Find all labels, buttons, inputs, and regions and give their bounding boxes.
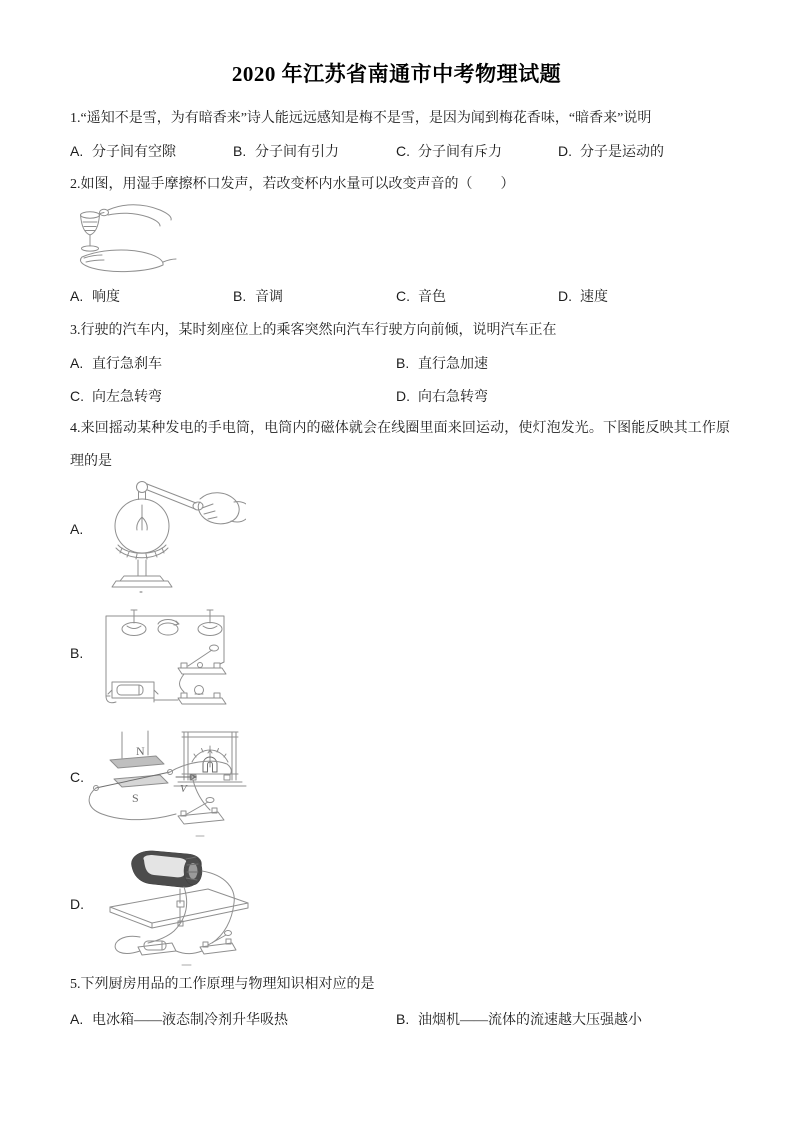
option-text: 油烟机——流体的流速越大压强越小 bbox=[418, 1013, 642, 1028]
option-label: A. bbox=[70, 288, 84, 304]
option-text: 向左急转弯 bbox=[92, 390, 162, 405]
option-text: 向右急转弯 bbox=[418, 390, 488, 405]
question-2-text: 2.如图，用湿手摩擦杯口发声，若改变杯内水量可以改变声音的（ ） bbox=[70, 177, 515, 192]
option-q3-d bbox=[396, 380, 488, 414]
velocity-label: V bbox=[180, 783, 187, 795]
option-text: 电冰箱——液态制冷剂升华吸热 bbox=[92, 1013, 288, 1028]
option-q2-c bbox=[396, 280, 446, 314]
option-label: D. bbox=[558, 143, 572, 159]
option-q3-a bbox=[70, 347, 162, 381]
glass-rubbing-figure-icon bbox=[68, 200, 178, 280]
option-q1-d bbox=[558, 135, 664, 169]
option-label: B. bbox=[233, 288, 247, 304]
induction-experiment-figure-icon bbox=[80, 722, 276, 844]
option-text: 速度 bbox=[580, 290, 608, 305]
figure-d-label: D. bbox=[70, 896, 84, 912]
option-text: 音色 bbox=[418, 290, 446, 305]
option-q2-a bbox=[70, 280, 120, 314]
figure-a-label: A. bbox=[70, 521, 84, 537]
option-q1-c bbox=[396, 135, 502, 169]
option-label: B. bbox=[396, 355, 410, 371]
option-q5-a bbox=[70, 1003, 288, 1037]
option-text: 分子间有空隙 bbox=[92, 145, 176, 160]
option-label: D. bbox=[396, 388, 410, 404]
option-label: C. bbox=[396, 288, 410, 304]
question-3-text: 3.行驶的汽车内，某时刻座位上的乘客突然向汽车行驶方向前倾，说明汽车正在 bbox=[70, 323, 557, 338]
electromagnet-figure-icon bbox=[96, 845, 276, 969]
figure-b-label: B. bbox=[70, 645, 84, 661]
option-text: 响度 bbox=[92, 290, 120, 305]
option-label: A. bbox=[70, 355, 84, 371]
option-label: D. bbox=[558, 288, 572, 304]
magnet-south-label: S bbox=[132, 791, 139, 805]
option-label: C. bbox=[396, 143, 410, 159]
option-q3-b bbox=[396, 347, 488, 381]
question-4-text: 4.来回摇动某种发电的手电筒，电筒内的磁体就会在线圈里面来回运动，使灯泡发光。下图能反映其工作原理的是 bbox=[70, 421, 730, 469]
option-text: 分子间有斥力 bbox=[418, 145, 502, 160]
option-label: C. bbox=[70, 388, 84, 404]
circuit-bulbs-figure-icon bbox=[96, 606, 236, 718]
magnet-north-label: N bbox=[136, 744, 145, 758]
option-text: 直行急加速 bbox=[418, 357, 488, 372]
option-q2-b bbox=[233, 280, 283, 314]
option-label: B. bbox=[233, 143, 247, 159]
question-1-text: 1.“遥知不是雪，为有暗香来”诗人能远远感知是梅不是雪，是因为闻到梅花香味，“暗香来”说明 bbox=[70, 111, 652, 126]
option-q1-b bbox=[233, 135, 339, 169]
option-text: 直行急刹车 bbox=[92, 357, 162, 372]
figure-c-label: C. bbox=[70, 769, 84, 785]
option-q2-d bbox=[558, 280, 608, 314]
option-q1-a bbox=[70, 135, 176, 169]
option-q3-c bbox=[70, 380, 162, 414]
option-text: 分子间有引力 bbox=[255, 145, 339, 160]
crank-generator-figure-icon bbox=[96, 468, 246, 594]
option-label: A. bbox=[70, 1011, 84, 1027]
option-label: A. bbox=[70, 143, 84, 159]
page-title: 2020 年江苏省南通市中考物理试题 bbox=[231, 62, 562, 86]
option-text: 分子是运动的 bbox=[580, 145, 664, 160]
option-label: B. bbox=[396, 1011, 410, 1027]
option-text: 音调 bbox=[255, 290, 283, 305]
question-5-text: 5.下列厨房用品的工作原理与物理知识相对应的是 bbox=[70, 977, 375, 992]
option-q5-b bbox=[396, 1003, 642, 1037]
